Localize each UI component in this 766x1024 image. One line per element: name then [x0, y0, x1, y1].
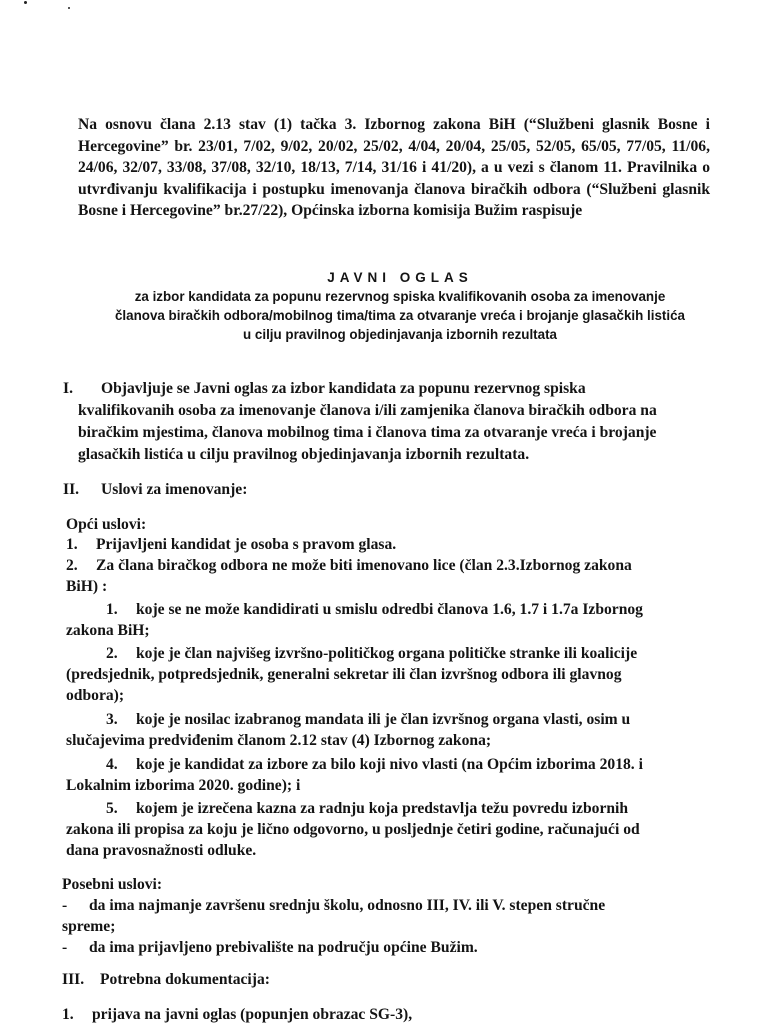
section-1-line: glasačkih listića u cilju pravilnog objedinjavanja izbornih rezultata. — [78, 446, 530, 463]
exclusion-continuation: odbora); — [66, 687, 125, 704]
exclusion-continuation: zakona BiH; — [66, 622, 150, 639]
item-number: 1. — [66, 536, 78, 553]
section-1-line: biračkim mjestima, članova mobilnog tima i članova tima za otvaranje vreća i brojanje — [78, 424, 657, 441]
general-condition-item — [66, 557, 632, 575]
item-text: kojem je izrečena kazna za radnju koja predstavlja težu povredu izbornih — [136, 800, 629, 817]
item-text: koje je nosilac izabranog mandata ili je član izvršnog organa vlasti, osim u — [136, 711, 631, 728]
exclusion-item — [106, 800, 628, 818]
scan-speck — [24, 1, 27, 4]
scan-speck — [68, 7, 70, 9]
exclusion-continuation: dana pravosnažnosti odluke. — [66, 842, 257, 859]
item-text: da ima prijavljeno prebivalište na području općine Bužim. — [89, 939, 478, 956]
item-number: 4. — [106, 756, 118, 773]
special-conditions-title: Posebni uslovi: — [62, 876, 163, 893]
exclusion-item — [106, 756, 643, 774]
item-number: 2. — [106, 645, 118, 662]
item-text: Za člana biračkog odbora ne može biti imenovano lice (član 2.3.Izbornog zakona — [96, 557, 632, 574]
section-3-heading — [62, 971, 270, 989]
bullet-dash: - — [62, 939, 68, 956]
exclusion-continuation: (predsjednik, potpredsjednik, generalni sekretar ili član izvršnog odbora ili glavnog — [66, 666, 622, 683]
documentation-item — [62, 1006, 412, 1024]
section-1-line — [63, 380, 586, 398]
item-text: koje je kandidat za izbore za bilo koji nivo vlasti (na Općim izborima 2018. i — [136, 756, 643, 773]
bullet-dash: - — [62, 897, 68, 914]
item-number: 2. — [66, 557, 78, 574]
item-number: 1. — [106, 601, 118, 618]
section-numeral: II. — [63, 481, 80, 498]
item-number: 5. — [106, 800, 118, 817]
item-text: da ima najmanje završenu srednju školu, odnosno III, IV. ili V. stepen stručne — [89, 897, 606, 914]
announcement-title: JAVNI OGLAS — [327, 270, 473, 285]
general-conditions-title: Opći uslovi: — [66, 516, 147, 533]
item-text: prijava na javni oglas (popunjen obrazac SG-3), — [92, 1006, 413, 1023]
general-condition-item — [66, 536, 396, 554]
section-1-text: Objavljuje se Javni oglas za izbor kandidata za popunu rezervnog spiska — [101, 380, 586, 397]
section-2-title: Uslovi za imenovanje: — [101, 481, 248, 498]
announcement-subtitle-line: u cilju pravilnog objedinjavanja izbornih rezultata — [243, 327, 557, 342]
exclusion-continuation: zakona ili propisa za koju je lično odgovorno, u posljednje četiri godine, računajući od — [66, 821, 640, 838]
section-2-heading — [63, 481, 247, 499]
section-3-title: Potrebna dokumentacija: — [100, 971, 270, 988]
intro-paragraph: Na osnovu člana 2.13 stav (1) tačka 3. Izbornog zakona BiH (“Službeni glasnik Bosne i Hercegovine” br. 23/01, 7/02, 9/02, 20/02, 25/02, 4/04, 20/04, 25/05, 52/05, 65/05, 77/05, 11/06, 24/06, 32/07, 33/08, 37/08, 32/10, 18/13, 7/14, 31/16 i 41/20), a u vezi s članom 11. Pravilnika o utvrđivanju kvalifikacija i postupku imenovanja članova biračkih odbora (“Službeni glasnik Bosne i Hercegovine” br.27/22), Općinska izborna komisija Bužim raspisuje — [78, 116, 710, 220]
exclusion-item — [106, 645, 637, 663]
exclusion-item — [106, 711, 630, 729]
special-condition-continuation: spreme; — [62, 918, 116, 935]
item-text: koje se ne može kandidirati u smislu odredbi članova 1.6, 1.7 i 1.7a Izbornog — [136, 601, 643, 618]
section-numeral: III. — [62, 971, 85, 988]
item-number: 1. — [62, 1006, 74, 1023]
special-condition-item — [62, 897, 605, 915]
announcement-subtitle-line: za izbor kandidata za popunu rezervnog spiska kvalifikovanih osoba za imenovanje — [134, 289, 666, 304]
announcement-subtitle-line: članova biračkih odbora/mobilnog tima/tima za otvaranje vreća i brojanje glasačkih listića — [114, 308, 686, 323]
section-numeral: I. — [63, 380, 73, 397]
item-text: koje je član najvišeg izvršno-političkog organa političke stranke ili koalicije — [136, 645, 638, 662]
section-1-line: kvalifikovanih osoba za imenovanje članova i/ili zamjenika članova biračkih odbora na — [78, 402, 657, 419]
item-text: Prijavljeni kandidat je osoba s pravom glasa. — [96, 536, 397, 553]
exclusion-item — [106, 601, 643, 619]
exclusion-continuation: Lokalnim izborima 2020. godine); i — [66, 777, 301, 794]
announcement-heading — [100, 268, 700, 344]
special-condition-item — [62, 939, 478, 957]
exclusion-continuation: slučajevima predviđenim članom 2.12 stav (4) Izbornog zakona; — [66, 732, 492, 749]
item-number: 3. — [106, 711, 118, 728]
general-condition-continuation: BiH) : — [66, 578, 108, 595]
